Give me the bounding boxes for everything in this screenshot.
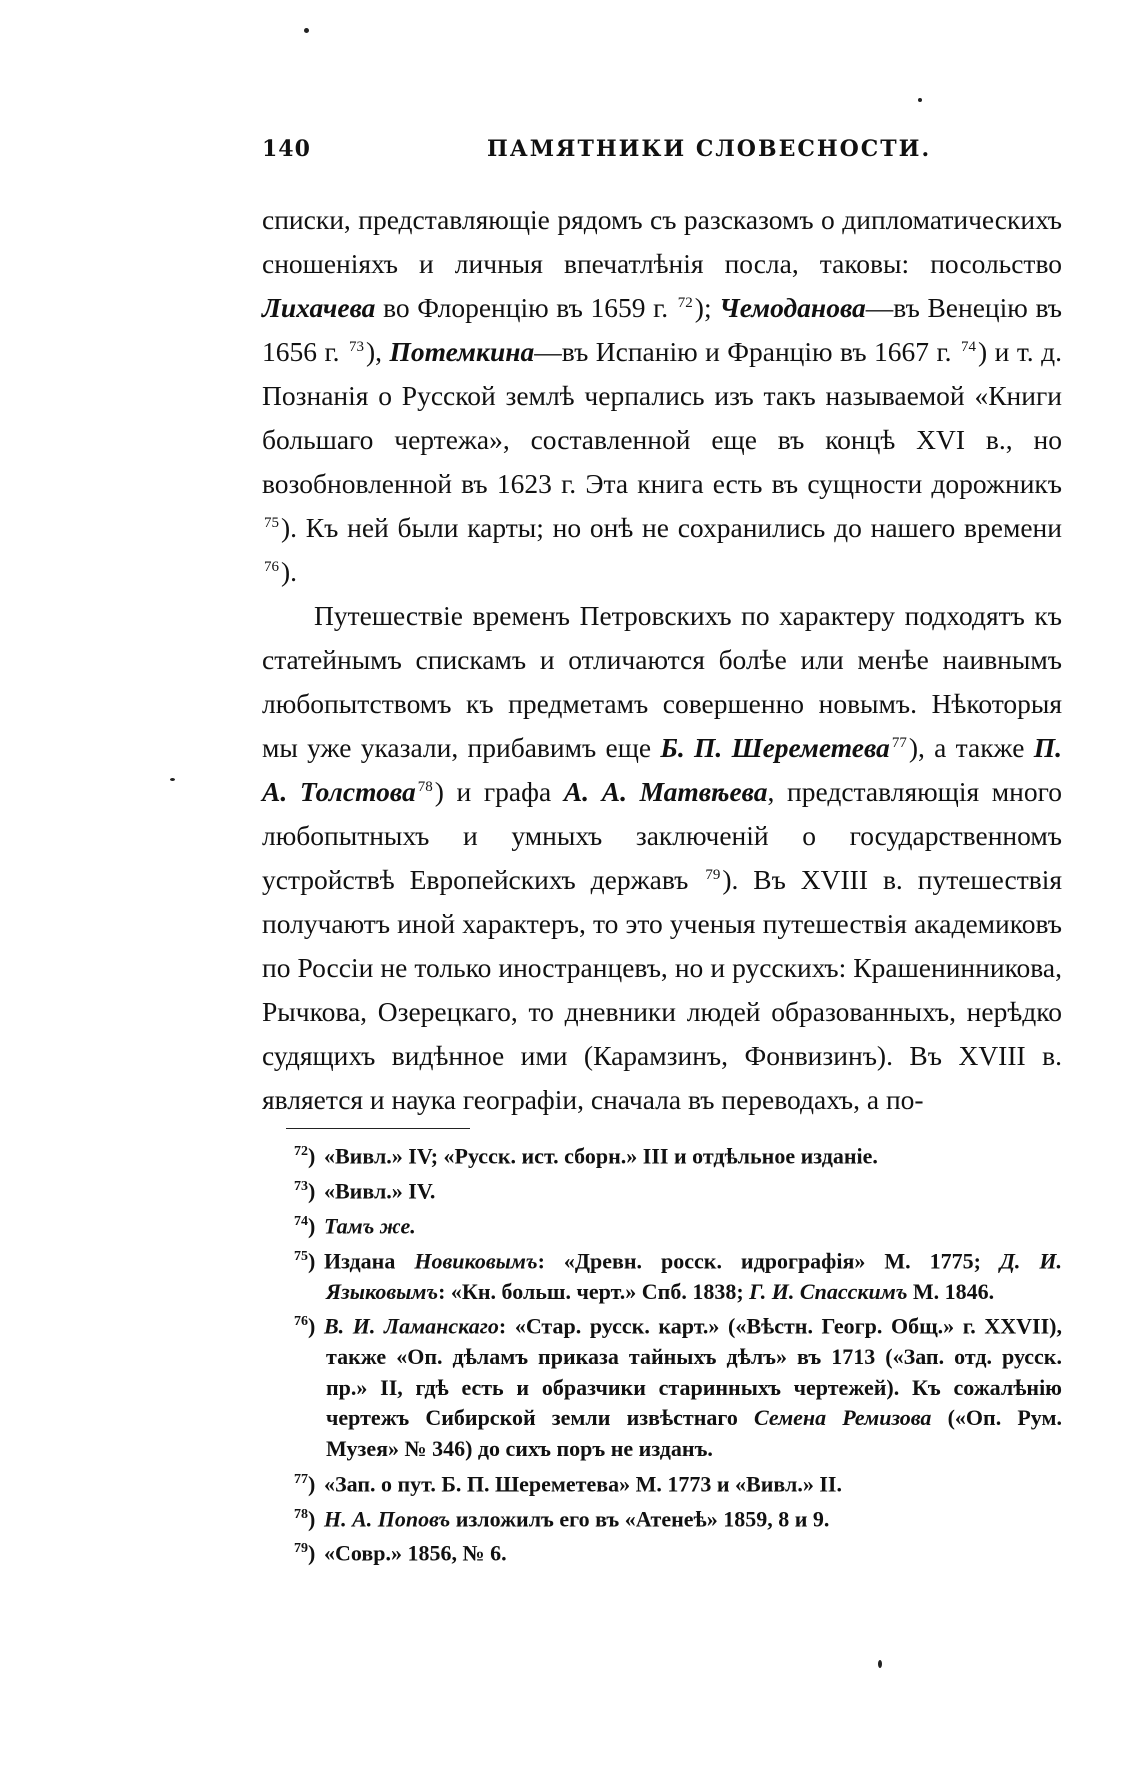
footnote-text: : «Древн. росск. идрографія» М. 1775; <box>537 1248 1000 1274</box>
footnote-mark: 76 <box>294 1314 308 1330</box>
footnote-text: «Вивл.» IV. <box>324 1178 436 1204</box>
footnote-72 <box>294 1137 1062 1172</box>
footnote-text: М. 1846. <box>907 1278 995 1304</box>
footnote-divider <box>286 1128 470 1129</box>
name-lamansky: В. И. Ламанскаго <box>324 1313 499 1339</box>
name-popov: Н. А. Поповъ <box>324 1505 451 1531</box>
footnote-mark: 78 <box>294 1506 308 1522</box>
footnote-mark: 75 <box>294 1248 308 1264</box>
footnote-76 <box>294 1307 1062 1464</box>
footnote-mark: 74 <box>294 1213 308 1229</box>
ink-speck <box>918 98 922 102</box>
footnote-text: : «Стар. русск. карт.» («Вѣстн. Геогр. Общ.» г. XXVII), также «Оп. дѣламъ приказа тайныхъ дѣлъ» въ 1713 («Зап. отд. русск. пр.» II, гдѣ есть и образчики старинныхъ чертежей). Къ сожалѣнію чертежъ Сибирской земли извѣстнаго <box>326 1313 1063 1431</box>
footnote-text: «Зап. о пут. Б. П. Шереметева» М. 1773 и «Вивл.» II. <box>324 1470 842 1496</box>
name-likhachev: Лихачева <box>262 292 376 323</box>
footnote-73 <box>294 1172 1062 1207</box>
text-run: , представляющія много любопытныхъ и умныхъ заключеній о государственномъ устройствѣ Европейскихъ державъ <box>262 776 1062 895</box>
name-chemodanov: Чемоданова <box>719 292 866 323</box>
name-matveev: А. А. Матвѣева <box>563 776 768 807</box>
footnote-ref-73: 73 <box>348 338 364 355</box>
running-title: ПАМЯТНИКИ СЛОВЕСНОСТИ. <box>487 136 932 162</box>
footnote-text: («Оп. Рум. Музея» № 346) до сихъ поръ не изданъ. <box>326 1405 1062 1461</box>
text-run: ). Къ ней были карты; но онѣ не сохранились до нашего времени <box>281 512 1062 543</box>
name-remizov: Семена Ремизова <box>754 1405 932 1431</box>
footnote-ref-77: 77 <box>891 734 907 751</box>
page-number: 140 <box>262 136 311 162</box>
footnote-mark: 79 <box>294 1541 308 1557</box>
footnote-text: : «Кн. больш. черт.» Спб. 1838; <box>438 1278 750 1304</box>
text-run: ). Въ XVIII в. путешествія получаютъ иной характеръ, то это ученыя путешествія академиковъ по Россіи не только иностранцевъ, но и русскихъ: Крашенинникова, Рычкова, Озерецкаго, то дневники людей образованныхъ, нерѣдко судящихъ видѣнное ими (Карамзинъ, Фонвизинъ). Въ XVIII в. является и наука географіи, сначала въ переводахъ, а по- <box>262 864 1062 1115</box>
footnote-number: $^{78}$) <box>294 1505 316 1531</box>
footnote-text: «Совр.» 1856, № 6. <box>324 1540 507 1566</box>
footnote-number: $^{76}$) <box>294 1313 316 1339</box>
footnote-mark: 72 <box>294 1144 308 1159</box>
footnote-text: «Вивл.» IV; «Русск. ист. сборн.» III и отдѣльное изданіе. <box>324 1143 878 1169</box>
text-run: —въ Испанію и Францію въ 1667 г. <box>534 336 960 367</box>
footnote-ref-76: 76 <box>264 558 279 575</box>
text-run: Путешествіе временъ Петровскихъ по характеру подходятъ къ статейнымъ спискамъ и отличаются болѣе или менѣе наивнымъ любопытствомъ къ предметамъ совершенно новымъ. Нѣкоторыя мы уже указали, прибавимъ еще <box>262 600 1062 763</box>
footnote-78 <box>294 1500 1062 1535</box>
text-run: ), <box>365 336 390 367</box>
footnotes <box>262 1137 1062 1569</box>
footnote-ref-72: 72 <box>677 294 693 311</box>
footnote-text: изложилъ его въ «Атенеѣ» 1859, 8 и 9. <box>450 1505 830 1531</box>
footnote-number: $^{75}$) <box>294 1248 316 1274</box>
text-run: —въ Венецію въ 1656 г. <box>262 292 1062 367</box>
footnote-mark: 77 <box>294 1471 308 1487</box>
footnote-77 <box>294 1465 1062 1500</box>
ink-speck <box>170 778 175 781</box>
paragraph-2 <box>262 594 1062 1122</box>
footnote-ref-75: 75 <box>264 514 279 531</box>
footnote-ref-79: 79 <box>705 866 721 883</box>
footnote-number: $^{73}$) <box>294 1178 316 1204</box>
footnote-number: $^{74}$) <box>294 1213 316 1239</box>
text-run: ) и графа <box>434 776 564 807</box>
footnote-74 <box>294 1207 1062 1242</box>
name-tolstov: П. А. Толстова <box>262 732 1062 807</box>
footnote-75 <box>294 1242 1062 1308</box>
footnote-mark: 73 <box>294 1178 308 1194</box>
ink-speck <box>878 1660 882 1668</box>
name-potemkin: Потемкина <box>389 336 535 367</box>
footnote-text: Тамъ же. <box>324 1213 416 1239</box>
text-run: ); <box>694 292 720 323</box>
footnote-number: $^{72}$) <box>294 1143 316 1169</box>
text-run: ), а также <box>908 732 1034 763</box>
footnote-text: Издана <box>324 1248 415 1274</box>
name-yazykov: Д. И. Языковымъ <box>326 1248 1062 1304</box>
name-novikov: Новиковымъ <box>414 1248 538 1274</box>
name-sheremetev: Б. П. Шереметева <box>660 732 890 763</box>
footnote-ref-78: 78 <box>417 778 433 795</box>
ink-speck <box>304 28 309 33</box>
footnote-ref-74: 74 <box>961 338 977 355</box>
footnote-number: $^{77}$) <box>294 1470 316 1496</box>
footnote-79 <box>294 1534 1062 1569</box>
text-run: во Флоренцію въ 1659 г. <box>375 292 676 323</box>
paragraph-1 <box>262 198 1062 594</box>
text-run: ). <box>281 556 298 587</box>
text-run: списки, представляющіе рядомъ съ разсказомъ о дипломатическихъ сношеніяхъ и личныя впечатлѣнія посла, таковы: посольство <box>262 204 1062 279</box>
text-run: ) и т. д. Познанія о Русской землѣ черпались изъ такъ называемой «Книги большаго чертежа», составленной еще въ концѣ XVI в., но возобновленной въ 1623 г. Эта книга есть въ сущности дорожникъ <box>262 336 1062 499</box>
name-spassky: Г. И. Спасскимъ <box>749 1278 908 1304</box>
body-text <box>262 198 1062 1122</box>
footnote-number: $^{79}$) <box>294 1540 316 1566</box>
